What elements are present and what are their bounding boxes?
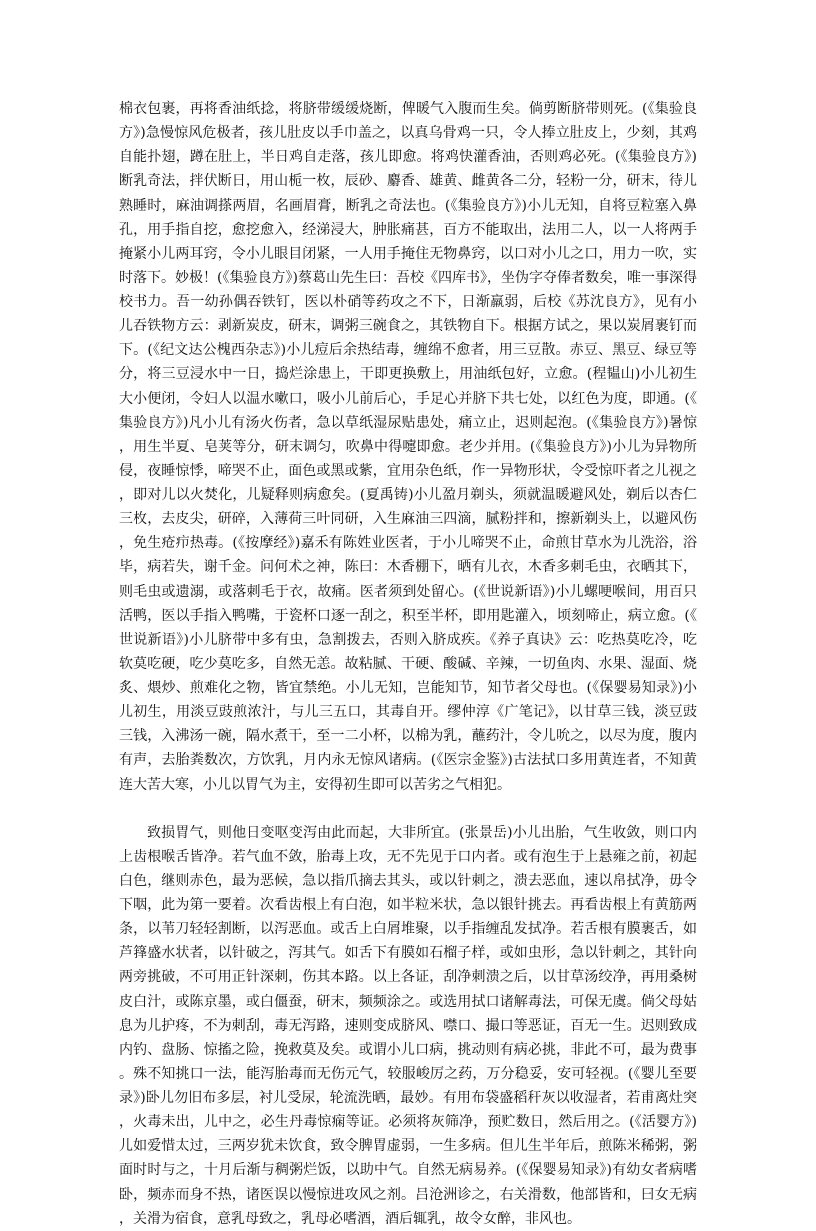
- paragraph-1: 棉衣包裹，再将香油纸捻，将脐带缓缓烧断，俾暖气入腹而生矣。倘剪断脐带则死。(《集验良方》)急慢惊风危极者，孩儿肚皮以手巾盖之，以真乌骨鸡一只，令人捧立肚皮上，少刻，其鸡自能扑翅，蹲在肚上，半日鸡自走落，孩儿即愈。将鸡快灌香油，否则鸡必死。(《集验良方》)断乳奇法，拌伏断日，用山栀一枚，辰砂、麝香、雄黄、雌黄各二分，轻粉一分，研末，待儿熟睡时，麻油调搽两眉，名画眉膏，断乳之奇法也。(《集验良方》)小儿无知，自将豆粒塞入鼻孔，用手指自挖，愈挖愈入，经涕浸大，肿胀痛甚，百方不能取出，法用二人，以一人将两手掩紧小儿两耳窍，令小儿眼目闭紧，一人用手掩住无物鼻窍，以口对小儿之口，用力一吹，实时落下。妙极！(《集验良方》)蔡葛山先生曰：吾校《四库书》，坐伪字夺俸者数矣，唯一事深得校书力。吾一幼孙偶吞铁钉，医以朴硝等药攻之不下，日渐羸弱，后校《苏沈良方》，见有小儿吞铁物方云：剥新炭皮，研末，调粥三碗食之，其铁物自下。根据方试之，果以炭屑裹钉而下。(《纪文达公槐西杂志》)小儿痘后余热结毒，缠绵不愈者，用三豆散。赤豆、黑豆、绿豆等分，将三豆浸水中一日，捣烂涂患上，干即更换敷上，用油纸包好，立愈。(程韫山)小儿初生大小便闭，令妇人以温水嗽口，吸小儿前后心，手足心并脐下共七处，以红色为度，即通。(《集验良方》)凡小儿有汤火伤者，急以草纸湿尿贴患处，痛立止，迟则起泡。(《集验良方》)暑惊，用生半夏、皂荚等分，研末调匀，吹鼻中得嚏即愈。老少并用。(《集验良方》)小儿为异物所侵，夜睡惊悸，啼哭不止，面色或黑或紫，宜用杂色纸，作一异物形状，令受惊吓者之儿视之，即对儿以火焚化，儿疑释则病愈矣。(夏禹铸)小儿盈月剃头，须就温暖避风处，剃后以杏仁三枚，去皮尖，研碎，入薄荷三叶同研，入生麻油三四滴，腻粉拌和，擦新剃头上，以避风伤，免生疮疖热毒。(《按摩经》)嘉禾有陈姓业医者，于小儿啼哭不止，命煎甘草水为儿洗浴，浴毕，病若失，谢千金。问何术之神，陈曰：木香棚下，晒有儿衣，木香多刺毛虫，衣晒其下，则毛虫或遗溺，或落刺毛于衣，故痛。医者须到处留心。(《世说新语》)小儿螺哽喉间，用百只活鸭，医以手指入鸭嘴，于瓷杯口逐一刮之，积至半杯，即用匙灌入，顷刻啼止，病立愈。(《世说新语》)小儿脐带中多有虫，急割拨去，否则入脐成疾。《养子真诀》云：吃热莫吃冷，吃软莫吃硬，吃少莫吃多，自然无恙。故粘腻、干硬、酸碱、辛辣，一切鱼肉、水果、湿面、烧炙、煨炒、煎难化之物，皆宜禁绝。小儿无知，岂能知节，知节者父母也。(《保婴易知录》)小儿初生，用淡豆豉煎浓汁，与儿三五口，其毒自开。缪仲淳《广笔记》，以甘草三钱，淡豆豉三钱，入沸汤一碗，隔水煮干，至一二小杯，以棉为乳，蘸药汁，令儿吮之，以尽为度，腹内有声，去胎粪数次，方饮乳，月内永无惊风诸病。(《医宗金鉴》)古法拭口多用黄连者，不知黄连大苦大寒，小儿以胃气为主，安得初生即可以苦劣之气相犯。: [119, 101, 697, 793]
- body-text: [119, 97, 697, 1231]
- paragraph-2: 致损胃气，则他日变呕变泻由此而起，大非所宜。(张景岳)小儿出胎，气生收敛，则口内上齿根喉舌皆净。若气血不敛，胎毒上攻，无不先见于口内者。或有泡生于上悬雍之前，初起白色，继则赤色，最为恶候，急以指爪摘去其头，或以针刺之，溃去恶血，速以帛拭净，毋令下咽，此为第一要着。次看齿根上有白泡，如半粒米状，急以银针挑去。再看齿根上有黄筋两条，以苇刀轻轻割断，以泻恶血。或舌上白屑堆聚，以手指缠乱发拭净。若舌根有膜裹舌，如芦箨盛水状者，以针破之，泻其气。如舌下有膜如石榴子样，或如虫形，急以针刺之，其针向两旁挑破，不可用正针深刺，伤其本路。以上各证，刮净刺溃之后，以甘草汤绞净，再用桑树皮白汁，或陈京墨，或白僵蚕，研末，频频涂之。或选用拭口诸解毒法，可保无虞。倘父母姑息为儿护疼，不为刺刮，毒无泻路，速则变成脐风、噤口、撮口等恶证，百无一生。迟则致成内钓、盘肠、惊搐之险，挽救莫及矣。或谓小儿口病，挑动则有病必挑，非此不可，最为费事。殊不知挑口一法，能泻胎毒而无伤元气，较服峻厉之药，万分稳妥，安可轻视。(《婴儿至要录》)卧儿勿旧布多层，衬儿受尿，轮流洗晒，最妙。有用布袋盛稻秆灰以收湿者，若甫离灶突，火毒未出，儿中之，必生丹毒惊痫等证。必须将灰筛净，预贮数日，然后用之。(《活婴方》)儿如爱惜太过，三两岁犹未饮食，致令脾胃虚弱，一生多病。但儿生半年后，煎陈米稀粥，粥面时时与之，十月后渐与稠粥烂饭，以助中气。自然无病易养。(《保婴易知录》)有幼女者病嗜卧，频赤而身不热，诸医误以慢惊进攻风之剂。吕沧洲诊之，右关滑数，他部皆和，曰女无病，关滑为宿食，意乳母致之，乳母必嗜酒，酒后辄乳，故令女醉，非风也。: [119, 824, 697, 1227]
